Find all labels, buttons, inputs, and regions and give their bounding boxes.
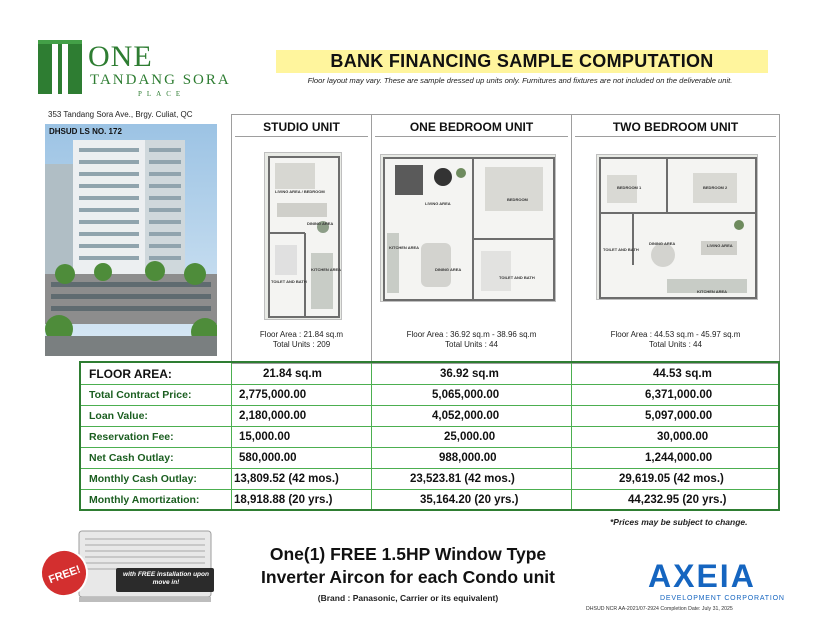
one-bedroom-unit-info: [371, 330, 572, 350]
logo-place-text: PLACE: [138, 90, 186, 98]
studio-plan-label: TOILET AND BATH: [271, 279, 307, 284]
logo-tandang-sora-text: TANDANG SORA: [90, 72, 231, 88]
one-bedroom-heading-rule: [375, 136, 568, 137]
row-label: Loan Value:: [89, 410, 148, 422]
studio-value: 21.84 sq.m: [263, 368, 322, 380]
two-bedroom-floor-plan: [596, 154, 758, 300]
one-bedroom-plan-label: TOILET AND BATH: [499, 275, 535, 280]
aircon-brand-note: (Brand : Panasonic, Carrier or its equivalent): [317, 593, 499, 603]
table-row-loan-value: [81, 406, 778, 427]
one-bedroom-plan-label: DINING AREA: [435, 267, 462, 272]
two-bedroom-plan-label: LIVING AREA: [707, 243, 733, 248]
two-bedroom-value: 44.53 sq.m: [653, 368, 712, 380]
row-label: Monthly Cash Outlay:: [89, 473, 197, 485]
two-bedroom-plan-label: BEDROOM 2: [703, 185, 728, 190]
one-bedroom-plan-label: KITCHEN AREA: [389, 245, 420, 250]
page-title: BANK FINANCING SAMPLE COMPUTATION: [330, 51, 714, 71]
studio-plan-drawing: [265, 153, 342, 320]
dhsud-completion-note: DHSUD NCR AA-2021/07-2924 Completion Date: July 31, 2025: [586, 606, 733, 612]
one-bedroom-value: 23,523.81 (42 mos.): [410, 473, 515, 485]
row-label: Net Cash Outlay:: [89, 452, 174, 464]
studio-plan-label: KITCHEN AREA: [311, 267, 342, 272]
table-row-net-cash-outlay: [81, 448, 778, 469]
studio-plan-label: DINING AREA: [307, 221, 334, 226]
table-row-reservation-fee: [81, 427, 778, 448]
one-bedroom-total-units-line: Total Units : 44: [445, 340, 498, 349]
studio-unit-info: [231, 330, 372, 350]
axeia-logo: AXEIA: [648, 558, 756, 594]
one-bedroom-plan-label: LIVING AREA: [425, 201, 451, 206]
table-row-monthly-cash-outlay: [81, 469, 778, 490]
studio-heading-rule: [235, 136, 368, 137]
one-bedroom-value: 988,000.00: [439, 452, 497, 464]
one-bedroom-value: 5,065,000.00: [432, 389, 500, 401]
studio-value: 2,775,000.00: [239, 389, 307, 401]
one-bedroom-value: 4,052,000.00: [432, 410, 500, 422]
two-bedroom-value: 30,000.00: [657, 431, 709, 443]
two-bedroom-total-units-line: Total Units : 44: [649, 340, 702, 349]
one-bedroom-floor-plan: [380, 154, 556, 302]
studio-value: 580,000.00: [239, 452, 297, 464]
studio-unit-heading: STUDIO UNIT: [263, 120, 340, 134]
one-bedroom-unit-heading: ONE BEDROOM UNIT: [409, 120, 534, 134]
two-bedroom-value: 44,232.95 (20 yrs.): [628, 494, 727, 506]
studio-value: 13,809.52 (42 mos.): [234, 473, 339, 485]
two-bedroom-plan-label: TOILET AND BATH: [603, 247, 639, 252]
one-bedroom-plan-label: BEDROOM: [507, 197, 528, 202]
two-bedroom-plan-drawing: [597, 155, 758, 300]
studio-plan-label: LIVING AREA / BEDROOM: [275, 189, 325, 194]
promo-headline-line1: One(1) FREE 1.5HP Window Type: [269, 544, 547, 564]
row-label: Monthly Amortization:: [89, 494, 200, 506]
row-label: Reservation Fee:: [89, 431, 174, 443]
two-bedroom-value: 5,097,000.00: [645, 410, 713, 422]
two-bedroom-plan-label: KITCHEN AREA: [697, 289, 728, 294]
one-bedroom-floor-area-line: Floor Area : 36.92 sq.m - 38.96 sq.m: [406, 330, 537, 339]
two-bedroom-value: 6,371,000.00: [645, 389, 713, 401]
layout-disclaimer: Floor layout may vary. These are sample dressed up units only. Furnitures and fixtures are not included on the deliverable unit.: [307, 76, 733, 85]
two-bedroom-unit-heading: TWO BEDROOM UNIT: [612, 120, 739, 134]
free-installation-note: with FREE installation upon move in!: [123, 571, 209, 586]
one-bedroom-value: 36.92 sq.m: [440, 368, 499, 380]
two-bedroom-plan-label: BEDROOM 1: [617, 185, 642, 190]
promo-headline-line2: Inverter Aircon for each Condo unit: [261, 567, 555, 587]
free-badge: FREE!: [33, 542, 95, 604]
studio-value: 15,000.00: [239, 431, 291, 443]
two-bedroom-unit-info: [571, 330, 780, 350]
two-bedroom-value: 1,244,000.00: [645, 452, 713, 464]
one-tandang-sora-logo: [38, 38, 238, 108]
studio-floor-area-line: Floor Area : 21.84 sq.m: [259, 330, 344, 339]
logo-one-text: ONE: [88, 40, 153, 73]
two-bedroom-heading-rule: [575, 136, 776, 137]
row-label: Total Contract Price:: [89, 389, 192, 401]
two-bedroom-value: 29,619.05 (42 mos.): [619, 473, 724, 485]
table-row-total-contract-price: [81, 385, 778, 406]
two-bedroom-plan-label: DINING AREA: [649, 241, 676, 246]
one-bedroom-value: 25,000.00: [444, 431, 496, 443]
building-logo-icon: [38, 40, 82, 94]
building-photo: [45, 124, 217, 356]
axeia-subtitle: DEVELOPMENT CORPORATION: [660, 595, 785, 602]
table-row-floor-area: [81, 364, 778, 385]
address: 353 Tandang Sora Ave., Brgy. Culiat, QC: [48, 110, 193, 119]
row-label: FLOOR AREA:: [89, 367, 172, 381]
studio-value: 18,918.88 (20 yrs.): [234, 494, 333, 506]
dhsud-license: DHSUD LS NO. 172: [49, 127, 122, 136]
studio-floor-plan: [264, 152, 342, 320]
one-bedroom-value: 35,164.20 (20 yrs.): [420, 494, 519, 506]
studio-value: 2,180,000.00: [239, 410, 307, 422]
two-bedroom-floor-area-line: Floor Area : 44.53 sq.m - 45.97 sq.m: [610, 330, 741, 339]
table-row-monthly-amortization: [81, 490, 778, 511]
price-change-note: *Prices may be subject to change.: [610, 517, 748, 527]
studio-total-units-line: Total Units : 209: [272, 340, 331, 349]
